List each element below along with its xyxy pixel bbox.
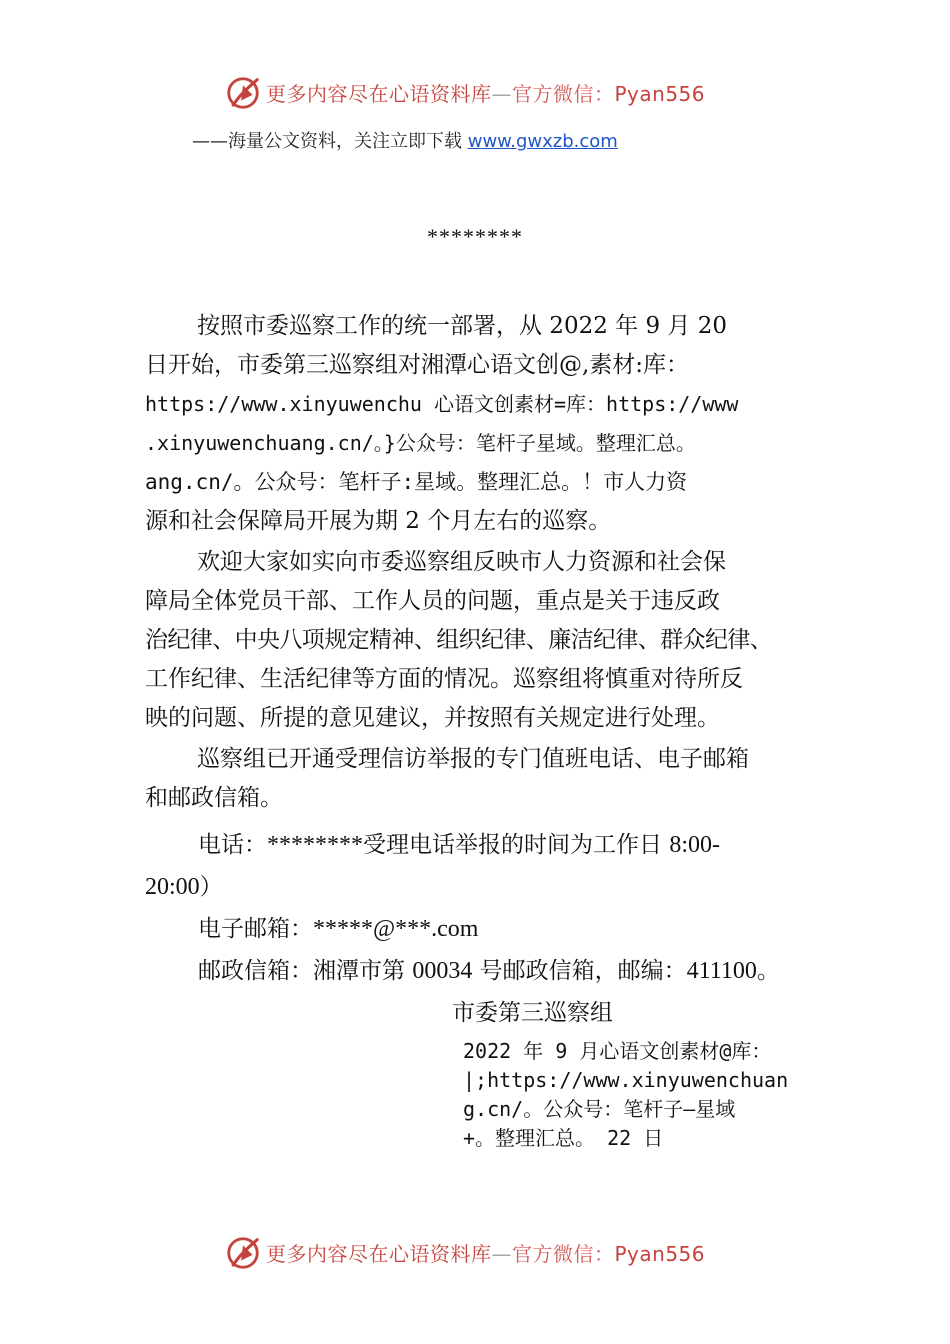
- phone-desc: 受理电话举报的时间为工作日: [363, 832, 670, 858]
- date-line: g.cn/。公众号：笔杆子—星域: [463, 1097, 736, 1121]
- date-line: 2022 年 9 月心语文创素材@库：: [463, 1039, 772, 1063]
- date-block: [463, 1037, 823, 1153]
- footer-banner: [0, 1232, 950, 1276]
- subline: [192, 127, 618, 153]
- para2-line: 障局全体党员干部、工作人员的问题，重点是关于违反政: [145, 588, 720, 614]
- para2-line: 治纪律、中央八项规定精神、组织纪律、廉洁纪律、群众纪律、: [145, 627, 773, 653]
- phone-value: ********: [267, 832, 363, 858]
- para1-line: ang.cn/。公众号：笔杆子:星域。整理汇总。！市人力资: [145, 470, 688, 494]
- banner-wechat: 官方微信：: [512, 1242, 615, 1266]
- paragraph-3: [145, 740, 810, 818]
- subline-text: ——海量公文资料，关注立即下载: [192, 131, 468, 152]
- date-line: |;https://www.xinyuwenchuan: [463, 1068, 789, 1092]
- banner-main: 更多内容尽在心语资料库: [266, 1242, 492, 1266]
- header-banner: [0, 72, 950, 116]
- logo-icon: [224, 1234, 262, 1272]
- banner-id: Pyan556: [614, 82, 706, 106]
- banner-text: [266, 1238, 705, 1267]
- para2-line: 映的问题、所提的意见建议，并按照有关规定进行处理。: [145, 705, 720, 731]
- phone-close: ）: [199, 874, 223, 900]
- subline-link[interactable]: www.gwxzb.com: [467, 131, 618, 152]
- stars-heading: ********: [427, 224, 523, 249]
- banner-dash: —: [491, 1242, 512, 1266]
- phone-line: [198, 826, 720, 859]
- banner-dash: —: [491, 82, 512, 106]
- para2-line: 工作纪律、生活纪律等方面的情况。巡察组将慎重对待所反: [145, 666, 743, 692]
- paragraph-1: [145, 307, 810, 541]
- para1-line: 按照市委巡察工作的统一部署，从 2022 年 9 月 20: [197, 313, 727, 339]
- post-mid: 号邮政信箱，邮编：: [472, 958, 687, 984]
- para1-line: .xinyuwenchuang.cn/。}公众号：笔杆子星域。整理汇总。: [145, 431, 696, 455]
- post-code: 411100: [686, 958, 757, 984]
- post-label: 邮政信箱：湘潭市第: [198, 958, 413, 984]
- para1-line: 源和社会保障局开展为期 2 个月左右的巡察。: [145, 508, 612, 534]
- para1-line: 日开始，市委第三巡察组对湘潭心语文创@,素材:库：: [145, 352, 690, 378]
- para3-line: 和邮政信箱。: [145, 785, 283, 811]
- date-line: +。整理汇总。 22 日: [463, 1126, 664, 1150]
- phone-line-2: [145, 868, 223, 901]
- post-box: 00034: [412, 958, 473, 984]
- banner-text: [266, 78, 705, 107]
- email-value: *****@***.com: [313, 916, 479, 942]
- phone-label: 电话：: [198, 832, 267, 858]
- para1-line: https://www.xinyuwenchu 心语文创素材=库：https://www: [145, 392, 739, 416]
- email-label: 电子邮箱：: [198, 916, 313, 942]
- paragraph-2: [145, 543, 810, 738]
- signature: 市委第三巡察组: [452, 1000, 613, 1026]
- banner-wechat: 官方微信：: [512, 82, 615, 106]
- logo-icon: [224, 74, 262, 112]
- banner-main: 更多内容尽在心语资料库: [266, 82, 492, 106]
- para2-line: 欢迎大家如实向市委巡察组反映市人力资源和社会保: [197, 549, 726, 575]
- email-line: [198, 910, 478, 943]
- phone-time-start: 8:00-: [669, 832, 720, 858]
- banner-id: Pyan556: [614, 1242, 706, 1266]
- post-end: 。: [756, 958, 780, 984]
- post-line: [198, 952, 780, 985]
- para3-line: 巡察组已开通受理信访举报的专门值班电话、电子邮箱: [197, 746, 749, 772]
- phone-time-end: 20:00: [145, 874, 200, 900]
